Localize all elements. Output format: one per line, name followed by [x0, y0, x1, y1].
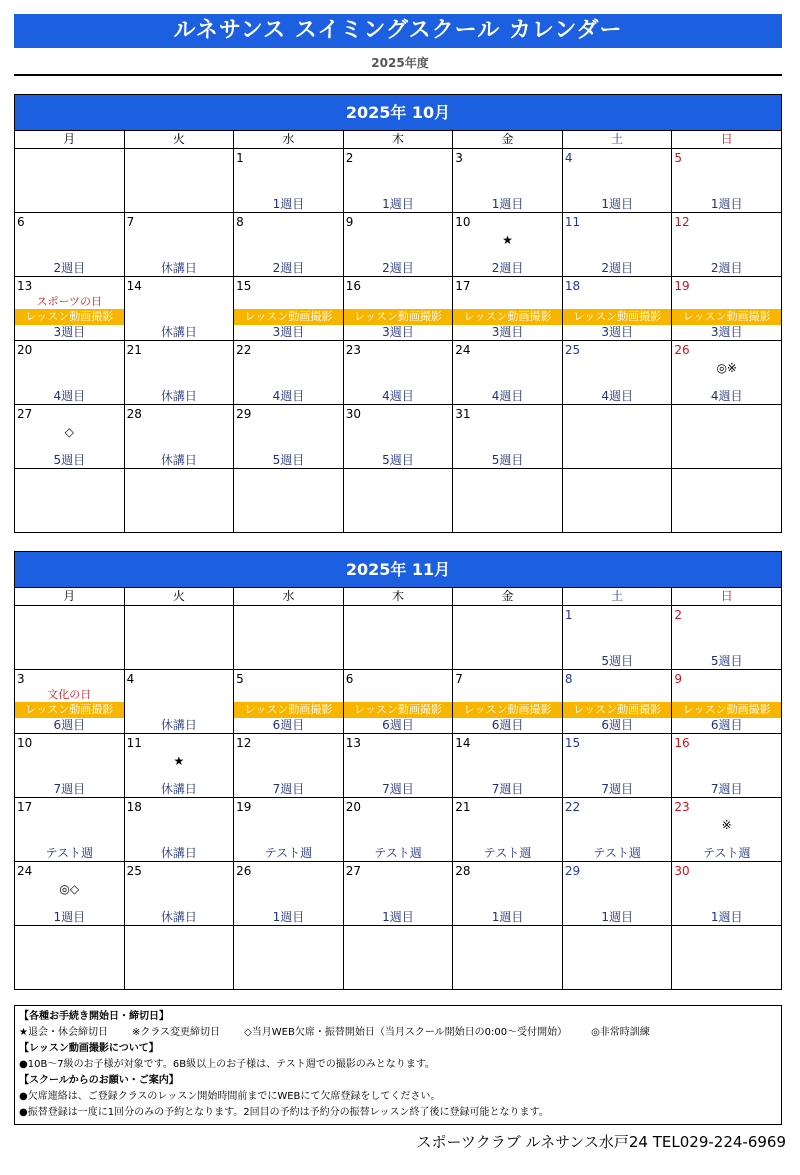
day-number: 18 — [126, 800, 142, 814]
day-number: 21 — [126, 343, 142, 357]
day-cell — [344, 798, 454, 862]
title-divider — [14, 74, 782, 76]
week-label: 1週目 — [710, 910, 743, 924]
empty-cell — [15, 149, 125, 213]
weekday-header: 月 — [15, 588, 125, 606]
week-label: 3週目 — [382, 325, 414, 339]
day-number: 17 — [455, 279, 471, 293]
day-cell — [15, 213, 125, 277]
week-label: 7週目 — [272, 782, 305, 796]
week-label: 4週目 — [272, 389, 305, 403]
day-number: 19 — [674, 279, 690, 293]
day-cell — [234, 862, 344, 926]
event-marker: ※ — [721, 818, 732, 832]
week-label: 2週目 — [382, 261, 414, 275]
day-number: 20 — [345, 800, 361, 814]
day-number: 9 — [674, 672, 683, 686]
calendar-title: ルネサンス スイミングスクール カレンダー — [14, 14, 782, 48]
week-label: 休講日 — [160, 718, 197, 732]
day-number: 30 — [345, 407, 361, 421]
day-cell — [563, 277, 673, 341]
procedures-heading: 【各種お手続き開始日・締切日】 — [19, 1011, 169, 1022]
week-label: 1週目 — [272, 910, 305, 924]
week-label: 6週目 — [53, 718, 86, 732]
day-cell — [344, 405, 454, 469]
day-cell — [672, 606, 782, 670]
day-number: 7 — [126, 215, 135, 229]
day-number: 6 — [17, 215, 25, 229]
day-number: 23 — [345, 343, 361, 357]
day-number: 7 — [455, 672, 463, 686]
fiscal-year: 2025年度 — [371, 56, 429, 70]
day-cell — [344, 734, 454, 798]
empty-cell — [453, 469, 563, 533]
empty-cell — [234, 606, 344, 670]
day-number: 26 — [236, 864, 252, 878]
day-cell — [453, 405, 563, 469]
week-label: テスト週 — [702, 846, 751, 860]
week-label: 5週目 — [710, 654, 743, 668]
day-number: 9 — [345, 215, 354, 229]
video-shoot-band: レッスン動画撮影 — [234, 702, 343, 718]
day-cell — [15, 405, 125, 469]
day-number: 22 — [236, 343, 252, 357]
day-number: 30 — [674, 864, 690, 878]
day-cell — [234, 734, 344, 798]
day-cell — [125, 341, 235, 405]
month-october — [14, 94, 782, 533]
week-label: 7週目 — [601, 782, 633, 796]
week-label: 2週目 — [710, 261, 743, 275]
empty-cell — [563, 926, 673, 990]
day-cell — [15, 670, 125, 734]
empty-cell — [672, 926, 782, 990]
day-cell — [15, 734, 125, 798]
empty-cell — [453, 926, 563, 990]
week-label: 休講日 — [160, 453, 197, 467]
day-number: 22 — [564, 800, 581, 814]
week-label: 5週目 — [272, 453, 305, 467]
video-shoot-band: レッスン動画撮影 — [15, 702, 124, 718]
month-november — [14, 551, 782, 990]
day-cell — [672, 213, 782, 277]
video-shoot-band: レッスン動画撮影 — [453, 702, 562, 718]
day-number: 18 — [564, 279, 581, 293]
weekday-header: 火 — [125, 588, 235, 606]
week-label: 3週目 — [272, 325, 305, 339]
day-cell — [563, 734, 673, 798]
day-number: 21 — [455, 800, 471, 814]
day-cell — [453, 670, 563, 734]
empty-cell — [15, 606, 125, 670]
holiday-label: 文化の日 — [47, 688, 92, 701]
week-label: テスト週 — [264, 846, 313, 860]
month-header: 2025年 11月 — [14, 551, 782, 587]
legend-withdrawal: ★退会・休会締切日 — [19, 1027, 108, 1038]
empty-cell — [563, 405, 673, 469]
day-cell — [15, 862, 125, 926]
day-cell — [15, 341, 125, 405]
day-number: 11 — [126, 736, 142, 750]
day-cell — [563, 798, 673, 862]
day-number: 5 — [674, 151, 683, 165]
day-number: 13 — [17, 279, 33, 293]
day-number: 28 — [455, 864, 471, 878]
week-label: 2週目 — [53, 261, 86, 275]
video-shoot-band: レッスン動画撮影 — [453, 309, 562, 325]
day-number: 1 — [236, 151, 244, 165]
day-number: 13 — [345, 736, 361, 750]
day-number: 31 — [455, 407, 471, 421]
day-number: 4 — [126, 672, 135, 686]
weekday-header: 土 — [563, 588, 673, 606]
weekday-header: 木 — [344, 131, 454, 149]
day-cell — [15, 277, 125, 341]
event-marker: ◎※ — [716, 361, 737, 375]
day-cell — [125, 798, 235, 862]
day-cell — [234, 149, 344, 213]
day-number: 1 — [564, 608, 573, 622]
week-label: 6週目 — [491, 718, 524, 732]
day-cell — [344, 670, 454, 734]
day-cell — [344, 149, 454, 213]
event-marker: ◇ — [64, 425, 74, 439]
day-cell — [453, 734, 563, 798]
day-number: 10 — [455, 215, 471, 229]
day-number: 8 — [236, 215, 244, 229]
week-label: 7週目 — [382, 782, 414, 796]
empty-cell — [672, 469, 782, 533]
weekday-header: 日 — [672, 588, 782, 606]
video-shoot-band: レッスン動画撮影 — [344, 309, 453, 325]
weekday-header: 金 — [453, 588, 563, 606]
day-number: 12 — [236, 736, 252, 750]
week-label: 5週目 — [491, 453, 524, 467]
day-number: 29 — [564, 864, 581, 878]
week-label: 休講日 — [160, 910, 197, 924]
week-label: 3週目 — [601, 325, 633, 339]
day-number: 27 — [345, 864, 361, 878]
weekday-header: 日 — [672, 131, 782, 149]
day-cell — [453, 277, 563, 341]
day-number: 2 — [345, 151, 354, 165]
day-cell — [672, 798, 782, 862]
day-cell — [344, 341, 454, 405]
day-cell — [344, 862, 454, 926]
week-label: 3週目 — [710, 325, 743, 339]
day-number: 14 — [126, 279, 142, 293]
day-number: 8 — [564, 672, 573, 686]
day-cell — [563, 213, 673, 277]
week-label: 7週目 — [710, 782, 743, 796]
day-cell — [234, 277, 344, 341]
week-label: 休講日 — [160, 325, 197, 339]
day-number: 24 — [455, 343, 471, 357]
week-label: 6週目 — [710, 718, 743, 732]
week-label: 1週目 — [601, 910, 633, 924]
week-label: テスト週 — [374, 846, 422, 860]
empty-cell — [234, 926, 344, 990]
day-cell — [563, 341, 673, 405]
day-cell — [453, 149, 563, 213]
week-label: 4週目 — [710, 389, 743, 403]
day-number: 26 — [674, 343, 690, 357]
week-label: 1週目 — [272, 197, 305, 211]
day-cell — [234, 341, 344, 405]
weekday-header: 木 — [344, 588, 454, 606]
request-absence: ●欠席連絡は、ご登録クラスのレッスン開始時間前までにWEBにて欠席登録をしてください。 — [19, 1091, 441, 1102]
day-number: 15 — [564, 736, 581, 750]
day-cell — [125, 862, 235, 926]
week-label: 1週目 — [382, 910, 414, 924]
day-number: 19 — [236, 800, 252, 814]
day-number: 11 — [564, 215, 581, 229]
week-label: 4週目 — [601, 389, 633, 403]
week-label: 5週目 — [53, 453, 86, 467]
weekday-header: 水 — [234, 131, 344, 149]
week-label: 4週目 — [382, 389, 414, 403]
week-label: 5週目 — [382, 453, 414, 467]
video-shoot-band: レッスン動画撮影 — [15, 309, 124, 325]
day-cell — [672, 670, 782, 734]
week-label: 7週目 — [491, 782, 524, 796]
day-number: 17 — [17, 800, 33, 814]
day-cell — [125, 734, 235, 798]
day-cell — [125, 213, 235, 277]
video-shoot-band: レッスン動画撮影 — [563, 309, 672, 325]
video-shoot-band: レッスン動画撮影 — [672, 702, 781, 718]
day-number: 14 — [455, 736, 471, 750]
empty-cell — [344, 606, 454, 670]
day-cell — [672, 277, 782, 341]
day-number: 28 — [126, 407, 142, 421]
event-marker: ◎◇ — [59, 882, 80, 896]
empty-cell — [125, 926, 235, 990]
day-number: 27 — [17, 407, 33, 421]
day-cell — [453, 798, 563, 862]
day-number: 25 — [564, 343, 581, 357]
week-label: 1週目 — [491, 910, 524, 924]
day-number: 5 — [236, 672, 244, 686]
day-cell — [563, 606, 673, 670]
day-cell — [234, 405, 344, 469]
day-number: 12 — [674, 215, 690, 229]
day-cell — [453, 213, 563, 277]
day-cell — [234, 798, 344, 862]
day-cell — [453, 341, 563, 405]
week-label: 6週目 — [601, 718, 633, 732]
day-cell — [234, 670, 344, 734]
week-label: 4週目 — [53, 389, 86, 403]
empty-cell — [15, 469, 125, 533]
empty-cell — [453, 606, 563, 670]
weekday-header: 月 — [15, 131, 125, 149]
month-header: 2025年 10月 — [14, 94, 782, 130]
week-label: 2週目 — [272, 261, 305, 275]
day-number: 23 — [674, 800, 690, 814]
empty-cell — [234, 469, 344, 533]
day-number: 10 — [17, 736, 33, 750]
day-number: 24 — [17, 864, 33, 878]
empty-cell — [672, 405, 782, 469]
week-label: 2週目 — [491, 261, 524, 275]
week-label: 7週目 — [53, 782, 86, 796]
week-label: 5週目 — [601, 654, 633, 668]
week-label: 休講日 — [160, 389, 197, 403]
day-number: 20 — [17, 343, 33, 357]
weekday-header: 金 — [453, 131, 563, 149]
day-number: 16 — [345, 279, 361, 293]
day-cell — [125, 277, 235, 341]
day-number: 25 — [126, 864, 142, 878]
day-number: 15 — [236, 279, 252, 293]
video-shoot-band: レッスン動画撮影 — [672, 309, 781, 325]
day-cell — [344, 213, 454, 277]
empty-cell — [344, 926, 454, 990]
notes-box — [14, 1005, 782, 1125]
legend-web-absence: ◇当月WEB欠席・振替開始日（当月スクール開始日の0:00～受付開始） — [244, 1027, 568, 1038]
legend-class-change: ※クラス変更締切日 — [131, 1027, 221, 1038]
day-number: 4 — [564, 151, 573, 165]
week-label: 1週目 — [491, 197, 524, 211]
empty-cell — [15, 926, 125, 990]
week-label: 1週目 — [601, 197, 633, 211]
club-contact: スポーツクラブ ルネサンス水戸24 TEL029-224-6969 — [416, 1133, 786, 1151]
weekday-header: 火 — [125, 131, 235, 149]
weekday-header: 水 — [234, 588, 344, 606]
video-shoot-band: レッスン動画撮影 — [234, 309, 343, 325]
week-label: 1週目 — [382, 197, 414, 211]
week-label: 4週目 — [491, 389, 524, 403]
day-cell — [672, 862, 782, 926]
empty-cell — [125, 469, 235, 533]
day-number: 3 — [17, 672, 25, 686]
event-marker: ★ — [502, 233, 513, 247]
video-text: ●10B～7級のお子様が対象です。6B級以上のお子様は、テスト週での撮影のみとなります。 — [19, 1059, 435, 1070]
week-label: 休講日 — [160, 261, 197, 275]
week-label: テスト週 — [45, 846, 94, 860]
day-cell — [15, 798, 125, 862]
day-number: 29 — [236, 407, 252, 421]
weekday-header: 土 — [563, 131, 673, 149]
week-label: テスト週 — [483, 846, 532, 860]
day-number: 3 — [455, 151, 463, 165]
day-number: 6 — [345, 672, 354, 686]
week-label: 6週目 — [272, 718, 305, 732]
empty-cell — [563, 469, 673, 533]
day-cell — [563, 862, 673, 926]
week-label: 2週目 — [601, 261, 633, 275]
event-marker: ★ — [173, 754, 185, 768]
day-cell — [234, 213, 344, 277]
day-cell — [563, 670, 673, 734]
day-cell — [672, 341, 782, 405]
request-makeup: ●振替登録は一度に1回分のみの予約となります。2回目の予約は予約分の振替レッスン終了後に登録可能となります。 — [19, 1107, 549, 1118]
week-label: 1週目 — [53, 910, 86, 924]
day-cell — [563, 149, 673, 213]
day-cell — [453, 862, 563, 926]
day-cell — [344, 277, 454, 341]
week-label: 3週目 — [491, 325, 524, 339]
day-cell — [125, 405, 235, 469]
holiday-label: スポーツの日 — [36, 295, 103, 308]
requests-heading: 【スクールからのお願い・ご案内】 — [19, 1075, 179, 1086]
week-label: テスト週 — [593, 846, 641, 860]
week-label: 休講日 — [160, 782, 197, 796]
calendar-grid — [14, 587, 782, 990]
calendar-grid — [14, 130, 782, 533]
empty-cell — [125, 149, 235, 213]
video-shoot-band: レッスン動画撮影 — [563, 702, 672, 718]
legend-drill: ◎非常時訓練 — [591, 1027, 650, 1038]
legend-row — [19, 1025, 777, 1041]
video-heading: 【レッスン動画撮影について】 — [19, 1043, 159, 1054]
day-cell — [125, 670, 235, 734]
week-label: 6週目 — [382, 718, 414, 732]
day-number: 16 — [674, 736, 690, 750]
day-number: 2 — [674, 608, 683, 622]
day-cell — [672, 149, 782, 213]
week-label: 3週目 — [53, 325, 86, 339]
empty-cell — [125, 606, 235, 670]
day-cell — [672, 734, 782, 798]
empty-cell — [344, 469, 454, 533]
video-shoot-band: レッスン動画撮影 — [344, 702, 453, 718]
week-label: 1週目 — [710, 197, 743, 211]
week-label: 休講日 — [160, 846, 197, 860]
